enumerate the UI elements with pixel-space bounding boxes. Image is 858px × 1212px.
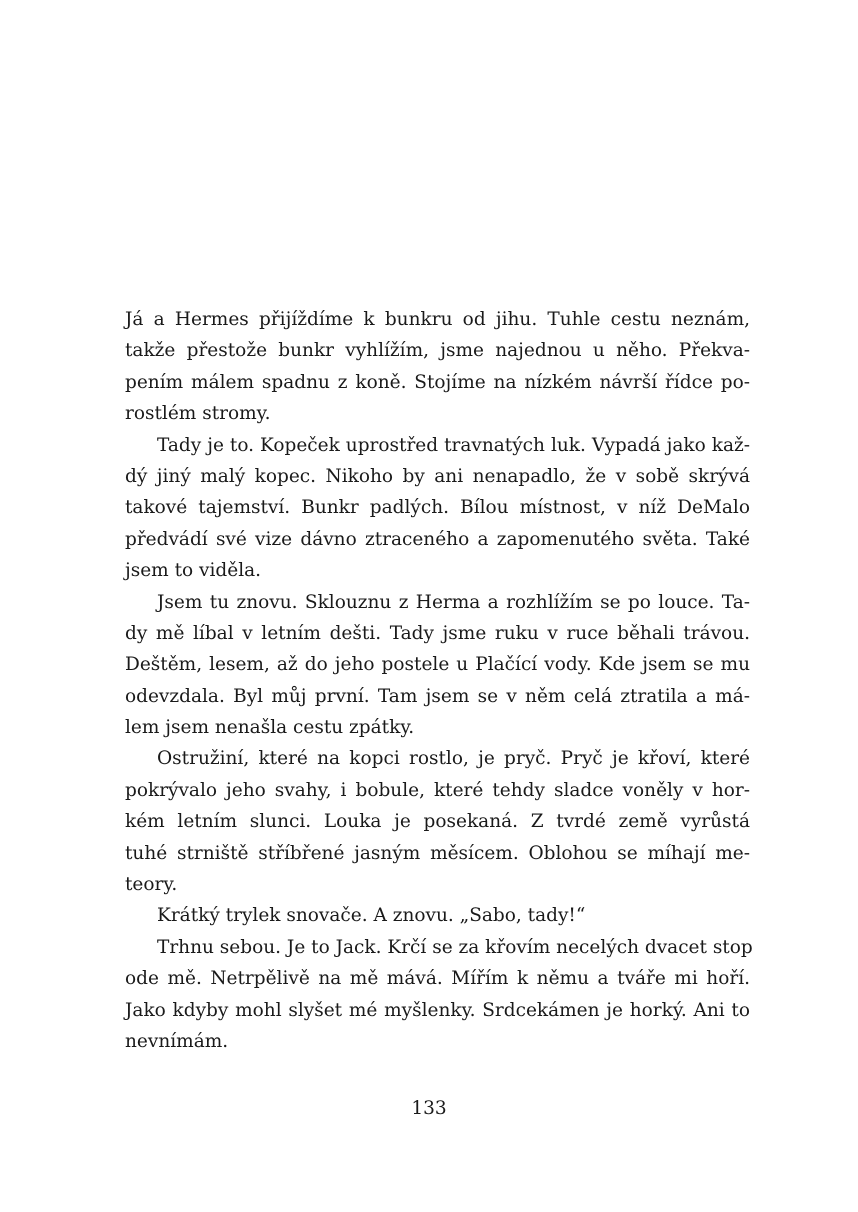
text-line: takové tajemství. Bunkr padlých. Bílou místnost, v níž DeMalo <box>125 497 750 519</box>
text-line: takže přestože bunkr vyhlížím, jsme najednou u něho. Překva- <box>125 340 750 362</box>
text-line: Krátký trylek snovače. A znovu. „Sabo, tady!“ <box>157 905 586 927</box>
text-line: Jsem tu znovu. Sklouznu z Herma a rozhlížím se po louce. Ta- <box>157 591 750 613</box>
body-text <box>125 304 753 1057</box>
paragraph-1 <box>125 304 750 430</box>
text-line: teory. <box>125 874 178 896</box>
text-line: Ostružiní, které na kopci rostlo, je pryč. Pryč je křoví, které <box>157 748 750 770</box>
text-line: rostlém stromy. <box>125 403 271 425</box>
paragraph-4 <box>125 743 750 900</box>
text-line: dý jiný malý kopec. Nikoho by ani nenapadlo, že v sobě skrývá <box>125 465 750 487</box>
text-line: pením málem spadnu z koně. Stojíme na nízkém návrší řídce po- <box>125 371 750 393</box>
text-line: Deštěm, lesem, až do jeho postele u Plačící vody. Kde jsem se mu <box>125 654 750 676</box>
text-line: tuhé strniště stříbřené jasným měsícem. Oblohou se míhají me- <box>125 842 750 864</box>
paragraph-6 <box>125 932 753 1058</box>
text-line: dy mě líbal v letním dešti. Tady jsme ruku v ruce běhali trávou. <box>125 622 750 644</box>
text-line: jsem to viděla. <box>125 560 262 582</box>
text-line: ode mě. Netrpělivě na mě mává. Mířím k němu a tváře mi hoří. <box>125 968 750 990</box>
paragraph-5 <box>125 900 750 931</box>
text-line: kém letním slunci. Louka je posekaná. Z tvrdé země vyrůstá <box>125 811 750 833</box>
text-line: nevnímám. <box>125 1030 229 1052</box>
text-line: Jako kdyby mohl slyšet mé myšlenky. Srdcekámen je horký. Ani to <box>125 999 750 1021</box>
text-line: odevzdala. Byl můj první. Tam jsem se v něm celá ztratila a má- <box>125 685 750 707</box>
text-line: Já a Hermes přijíždíme k bunkru od jihu. Tuhle cestu neznám, <box>125 309 750 330</box>
text-line: Trhnu sebou. Je to Jack. Krčí se za křovím necelých dvacet stop <box>157 936 753 958</box>
text-line: pokrývalo jeho svahy, i bobule, které tehdy sladce voněly v hor- <box>125 779 750 801</box>
paragraph-3 <box>125 587 750 744</box>
page-number: 133 <box>411 1098 447 1119</box>
paragraph-2 <box>125 430 750 587</box>
text-line: Tady je to. Kopeček uprostřed travnatých luk. Vypadá jako kaž- <box>157 434 750 456</box>
text-line: předvádí své vize dávno ztraceného a zapomenutého světa. Také <box>125 528 750 550</box>
text-line: lem jsem nenašla cestu zpátky. <box>125 717 415 739</box>
